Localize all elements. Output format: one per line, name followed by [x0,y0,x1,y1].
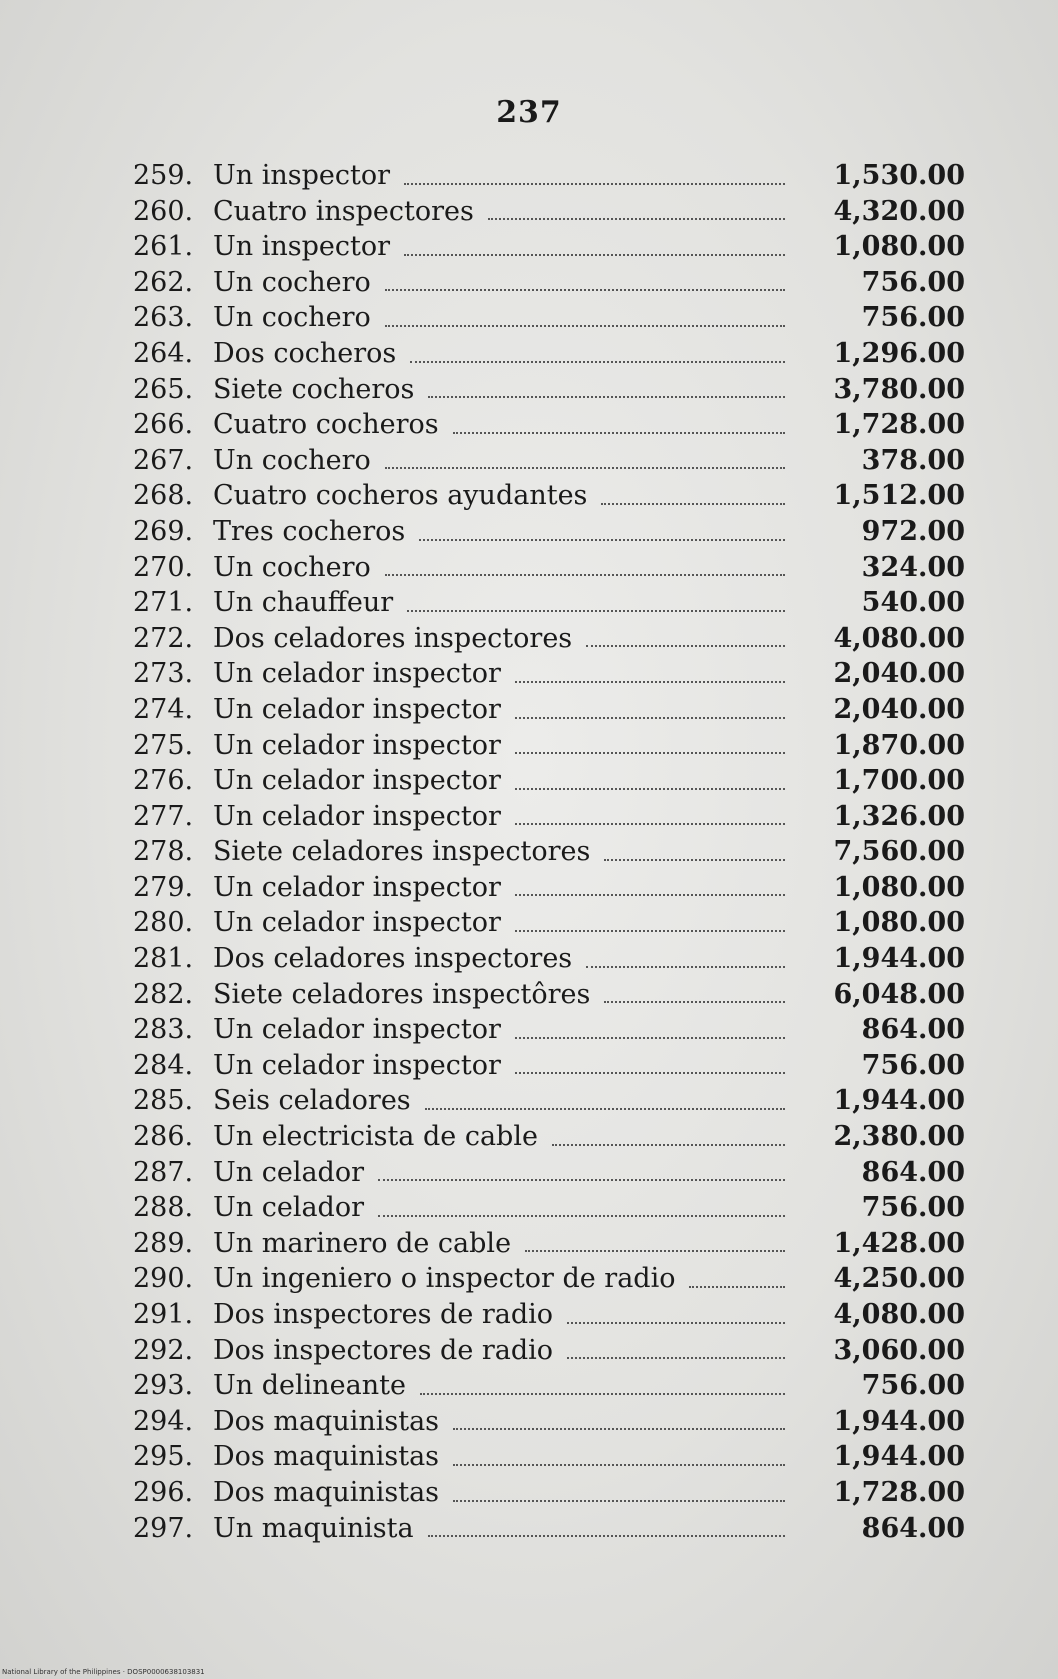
item-number: 272. [133,622,194,654]
dot-leader [515,894,785,896]
list-item [133,621,965,657]
item-amount: 7,560.00 [833,836,965,868]
item-amount: 864.00 [861,1512,965,1544]
item-description: Siete cocheros [213,373,415,405]
item-description: Dos celadores inspectores [213,943,573,975]
item-amount: 864.00 [861,1156,965,1188]
item-number: 290. [133,1263,194,1295]
item-number: 285. [133,1085,194,1117]
item-number: 279. [133,871,194,903]
item-description: Un cochero [213,302,371,334]
item-amount: 1,080.00 [833,871,965,903]
item-number: 263. [133,302,194,334]
item-amount: 1,700.00 [833,765,965,797]
list-item [133,585,965,621]
list-item [133,1190,965,1226]
dot-leader [567,1357,785,1359]
dot-leader [428,1535,785,1537]
list-item [133,265,965,301]
dot-leader [419,539,785,541]
list-item [133,834,965,870]
item-description: Tres cocheros [213,515,406,547]
list-item [133,336,965,372]
dot-leader [515,752,785,754]
dot-leader [410,361,785,363]
page-number: 237 [496,95,562,130]
dot-leader [453,1428,785,1430]
list-item [133,1404,965,1440]
dot-leader [385,325,785,327]
item-amount: 1,296.00 [833,337,965,369]
item-amount: 972.00 [861,515,965,547]
dot-leader [515,681,785,683]
item-description: Un marinero de cable [213,1227,512,1259]
item-amount: 4,250.00 [833,1263,965,1295]
item-description: Seis celadores [213,1085,411,1117]
list-item [133,977,965,1013]
dot-leader [453,1500,785,1502]
item-description: Un maquinista [213,1512,414,1544]
list-item [133,1333,965,1369]
item-description: Un celador [213,1192,365,1224]
dot-leader [586,966,785,968]
item-description: Un delineante [213,1370,406,1402]
list-item [133,1368,965,1404]
dot-leader [604,859,785,861]
dot-leader [604,1001,785,1003]
item-description: Un celador inspector [213,658,501,690]
list-item [133,1155,965,1191]
dot-leader [385,289,785,291]
list-item [133,941,965,977]
item-amount: 1,870.00 [833,729,965,761]
item-number: 267. [133,444,194,476]
item-amount: 1,944.00 [833,1085,965,1117]
item-amount: 2,380.00 [833,1121,965,1153]
item-amount: 1,944.00 [833,1441,965,1473]
list-item [133,728,965,764]
item-number: 275. [133,729,194,761]
item-amount: 2,040.00 [833,693,965,725]
item-number: 260. [133,195,194,227]
dot-leader [552,1144,785,1146]
item-number: 286. [133,1121,194,1153]
item-amount: 1,428.00 [833,1227,965,1259]
list-item [133,443,965,479]
list-item [133,799,965,835]
item-amount: 324.00 [861,551,965,583]
list-item [133,1226,965,1262]
item-description: Un ingeniero o inspector de radio [213,1263,676,1295]
item-amount: 2,040.00 [833,658,965,690]
item-number: 271. [133,587,194,619]
dot-leader [515,788,785,790]
item-description: Un chauffeur [213,587,394,619]
item-amount: 756.00 [861,1370,965,1402]
dot-leader [515,1072,785,1074]
item-amount: 378.00 [861,444,965,476]
dot-leader [378,1179,785,1181]
list-item [133,1261,965,1297]
dot-leader [428,396,785,398]
list-item [133,194,965,230]
list-item [133,1439,965,1475]
item-description: Dos maquinistas [213,1476,440,1508]
item-description: Un celador inspector [213,729,501,761]
list-item [133,1012,965,1048]
item-description: Un celador [213,1156,365,1188]
list-item [133,478,965,514]
item-description: Dos inspectores de radio [213,1334,554,1366]
salary-list [133,158,965,1546]
item-description: Dos inspectores de radio [213,1299,554,1330]
list-item [133,763,965,799]
item-amount: 1,944.00 [833,943,965,975]
item-description: Siete celadores inspectores [213,836,591,868]
item-amount: 756.00 [861,1192,965,1224]
item-number: 295. [133,1441,194,1473]
list-item [133,300,965,336]
list-item [133,1048,965,1084]
list-item [133,905,965,941]
list-item [133,229,965,265]
item-number: 294. [133,1405,194,1437]
item-number: 269. [133,515,194,547]
item-number: 277. [133,800,194,832]
item-description: Cuatro inspectores [213,195,474,227]
dot-leader [515,1037,785,1039]
item-amount: 1,728.00 [833,409,965,441]
dot-leader [453,1464,785,1466]
dot-leader [525,1250,785,1252]
item-amount: 1,728.00 [833,1476,965,1508]
item-number: 297. [133,1512,194,1544]
dot-leader [488,218,785,220]
item-amount: 3,780.00 [833,373,965,405]
item-number: 261. [133,231,194,263]
item-description: Un inspector [213,231,391,263]
item-number: 266. [133,409,194,441]
item-description: Un celador inspector [213,1049,501,1081]
item-amount: 1,530.00 [833,160,965,191]
list-item [133,656,965,692]
list-item [133,407,965,443]
list-item [133,870,965,906]
dot-leader [378,1215,785,1217]
list-item [133,1119,965,1155]
dot-leader [453,432,785,434]
list-item [133,550,965,586]
item-number: 262. [133,266,194,298]
item-description: Dos maquinistas [213,1405,440,1437]
item-description: Un celador inspector [213,693,501,725]
dot-leader [385,467,785,469]
item-number: 284. [133,1049,194,1081]
item-amount: 1,326.00 [833,800,965,832]
item-number: 274. [133,693,194,725]
dot-leader [515,930,785,932]
item-number: 291. [133,1299,194,1330]
item-amount: 4,320.00 [833,195,965,227]
item-description: Un celador inspector [213,907,501,939]
dot-leader [407,610,785,612]
item-description: Un celador inspector [213,871,501,903]
item-description: Un celador inspector [213,765,501,797]
dot-leader [586,645,785,647]
item-number: 259. [133,160,194,191]
item-amount: 4,080.00 [833,622,965,654]
item-number: 276. [133,765,194,797]
dot-leader [385,574,785,576]
item-amount: 864.00 [861,1014,965,1046]
item-number: 268. [133,480,194,512]
dot-leader [404,183,785,185]
scan-footer: National Library of the Philippines · DOSP0000638103831 [2,1668,205,1676]
list-item [133,1511,965,1547]
list-item [133,1083,965,1119]
item-description: Un celador inspector [213,1014,501,1046]
item-amount: 756.00 [861,266,965,298]
item-number: 296. [133,1476,194,1508]
item-amount: 4,080.00 [833,1299,965,1330]
item-amount: 1,080.00 [833,907,965,939]
item-amount: 756.00 [861,302,965,334]
item-description: Dos celadores inspectores [213,622,573,654]
item-amount: 3,060.00 [833,1334,965,1366]
item-description: Cuatro cocheros [213,409,439,441]
item-number: 282. [133,978,194,1010]
item-number: 287. [133,1156,194,1188]
item-number: 280. [133,907,194,939]
item-number: 265. [133,373,194,405]
list-item [133,1297,965,1333]
item-description: Un cochero [213,551,371,583]
dot-leader [515,823,785,825]
dot-leader [420,1393,785,1395]
item-amount: 540.00 [861,587,965,619]
item-description: Cuatro cocheros ayudantes [213,480,588,512]
item-number: 283. [133,1014,194,1046]
dot-leader [689,1286,785,1288]
item-amount: 1,512.00 [833,480,965,512]
item-number: 270. [133,551,194,583]
item-number: 292. [133,1334,194,1366]
dot-leader [601,503,785,505]
item-description: Dos cocheros [213,337,397,369]
item-number: 288. [133,1192,194,1224]
list-item [133,158,965,194]
item-description: Dos maquinistas [213,1441,440,1473]
item-amount: 1,944.00 [833,1405,965,1437]
item-number: 278. [133,836,194,868]
dot-leader [404,254,785,256]
dot-leader [515,717,785,719]
item-description: Un cochero [213,266,371,298]
item-description: Un cochero [213,444,371,476]
item-number: 281. [133,943,194,975]
item-description: Un inspector [213,160,391,191]
item-description: Un electricista de cable [213,1121,538,1153]
list-item [133,514,965,550]
list-item [133,372,965,408]
dot-leader [425,1108,785,1110]
item-description: Un celador inspector [213,800,501,832]
item-amount: 6,048.00 [833,978,965,1010]
item-number: 289. [133,1227,194,1259]
item-amount: 1,080.00 [833,231,965,263]
item-number: 273. [133,658,194,690]
item-description: Siete celadores inspectôres [213,978,591,1010]
list-item [133,692,965,728]
dot-leader [567,1322,785,1324]
list-item [133,1475,965,1511]
item-number: 293. [133,1370,194,1402]
item-amount: 756.00 [861,1049,965,1081]
item-number: 264. [133,337,194,369]
